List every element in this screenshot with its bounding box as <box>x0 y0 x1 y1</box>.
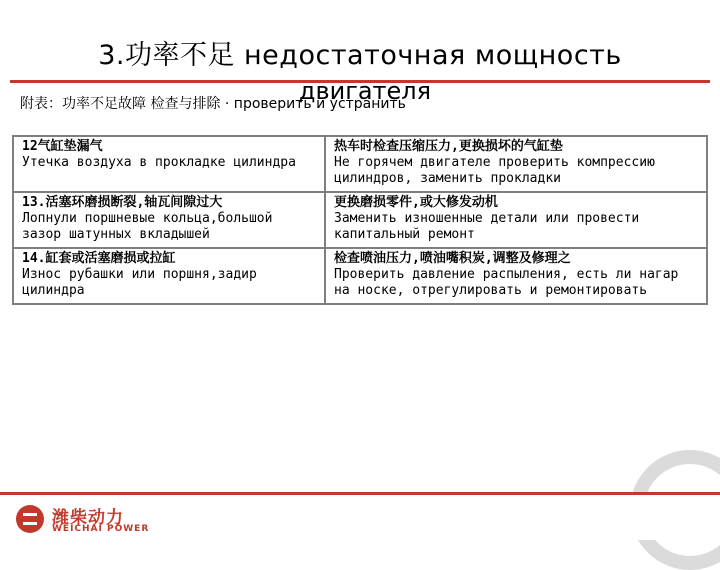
brand-name-cn: 潍柴动力 <box>52 508 124 528</box>
brand-name-en: WEICHAI POWER <box>52 524 150 534</box>
slide-title-continuation: двигателя <box>298 77 432 105</box>
fix-cell <box>325 248 707 304</box>
cause-cell <box>13 192 325 248</box>
cause-cn: 12气缸垫漏气 <box>22 139 103 154</box>
table-row <box>13 248 707 304</box>
cause-cell <box>13 248 325 304</box>
fix-cn: 热车时检查压缩压力,更换损坏的气缸垫 <box>334 139 563 154</box>
cause-ru: Лопнули поршневые кольца,большой зазор шатунных вкладышей <box>22 211 273 242</box>
table-row <box>13 136 707 192</box>
slide-subtitle: 附表：功率不足故障 检查与排除 · проверить и устранить <box>20 96 406 112</box>
fix-cell <box>325 136 707 192</box>
fix-cell <box>325 192 707 248</box>
footer-divider <box>0 492 720 495</box>
cause-cn: 13.活塞环磨损断裂,轴瓦间隙过大 <box>22 195 223 210</box>
fix-ru: Заменить изношенные детали или провести капитальный ремонт <box>334 211 640 242</box>
fix-cn: 检查喷油压力,喷油嘴积炭,调整及修理之 <box>334 251 571 266</box>
fix-cn: 更换磨损零件,或大修发动机 <box>334 195 498 210</box>
cause-cn: 14.缸套或活塞磨损或拉缸 <box>22 251 176 266</box>
diagnosis-table <box>12 135 708 305</box>
slide-title: 3.功率不足 недостаточная мощность <box>98 40 622 71</box>
fix-ru: Не горячем двигателе проверить компрессию цилиндров, заменить прокладки <box>334 155 655 186</box>
weichai-logo-icon <box>16 505 44 533</box>
cause-ru: Утечка воздуха в прокладке цилиндра <box>22 155 296 170</box>
fix-ru: Проверить давление распыления, есть ли нагар на носке, отрегулировать и ремонтировать <box>334 267 679 298</box>
cause-cell <box>13 136 325 192</box>
cause-ru: Износ рубашки или поршня,задир цилиндра <box>22 267 257 298</box>
table-row <box>13 192 707 248</box>
